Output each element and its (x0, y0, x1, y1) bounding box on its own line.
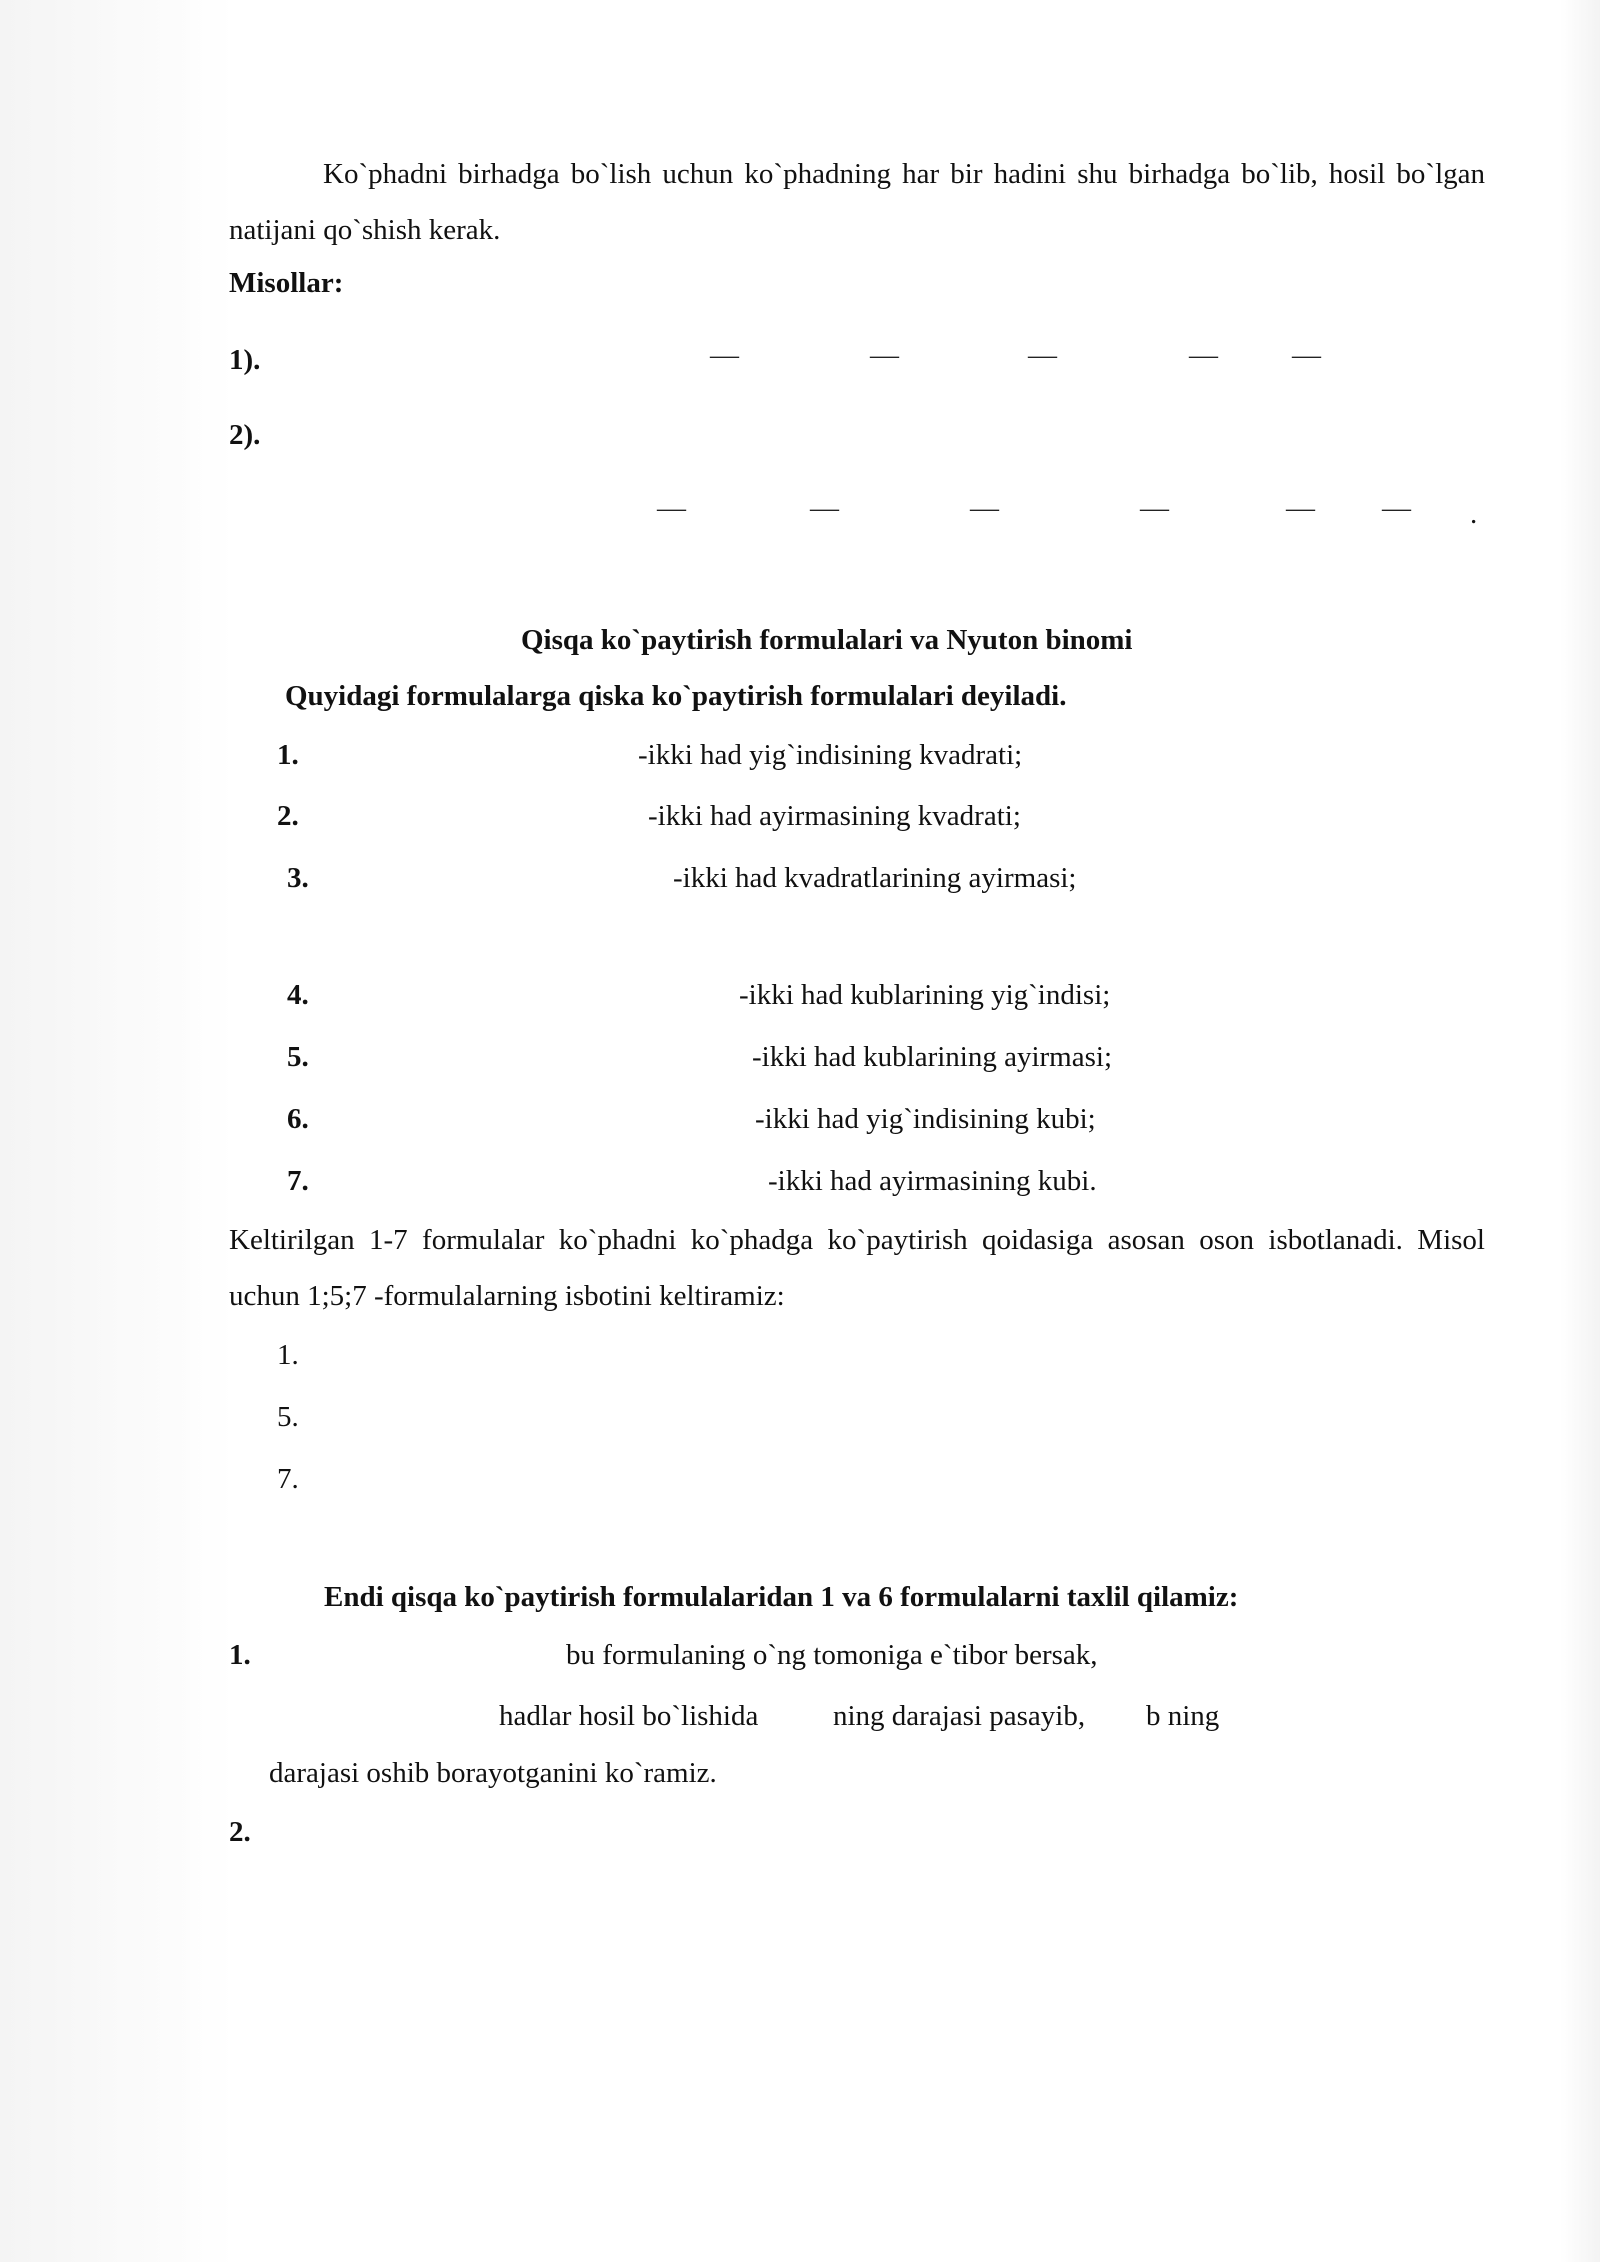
intro-text: Ko`phadni birhadga bo`lish uchun ko`phadning har bir hadini shu birhadga bo`lib, hosil bo`lgan natijani qo`shish kerak. (229, 158, 1485, 246)
fraction-bar: — (1382, 492, 1411, 524)
fraction-bar: — (1292, 339, 1321, 371)
fraction-bar: — (1189, 339, 1218, 371)
fraction-bar: — (1028, 339, 1057, 371)
formula-number: 6. (287, 1103, 309, 1135)
proof-number: 5. (277, 1401, 299, 1433)
section-2-title: Endi qisqa ko`paytirish formulalaridan 1 va 6 formulalarni taxlil qilamiz: (324, 1581, 1239, 1613)
formula-description: -ikki had yig`indisining kvadrati; (638, 739, 1023, 771)
analysis-text: b ning (1146, 1700, 1220, 1732)
example-1-label: 1). (229, 344, 261, 376)
intro-paragraph (229, 146, 1485, 258)
proof-intro-paragraph: Keltirilgan 1-7 formulalar ko`phadni ko`phadga ko`paytirish qoidasiga asosan oson isbotlanadi. Misol uchun 1;5;7 -formulalarning isbotini keltiramiz: (229, 1224, 1485, 1312)
analysis-text: ning darajasi pasayib, (833, 1700, 1086, 1732)
formula-number: 5. (287, 1041, 309, 1073)
formula-number: 7. (287, 1165, 309, 1197)
page-shadow-right (1560, 0, 1600, 2262)
formula-number: 2. (277, 800, 299, 832)
analysis-text: darajasi oshib borayotganini ko`ramiz. (269, 1757, 717, 1789)
formula-description: -ikki had yig`indisining kubi; (755, 1103, 1096, 1135)
fraction-bar: — (1140, 492, 1169, 524)
fraction-bar: — (710, 339, 739, 371)
formula-number: 3. (287, 862, 309, 894)
fraction-bar: — (810, 492, 839, 524)
fraction-bar: — (1286, 492, 1315, 524)
fraction-bar: — (870, 339, 899, 371)
formula-number: 1. (277, 739, 299, 771)
section-title: Qisqa ko`paytirish formulalari va Nyuton binomi (521, 624, 1133, 656)
examples-heading: Misollar: (229, 267, 344, 299)
analysis-text: bu formulaning o`ng tomoniga e`tibor bersak, (566, 1639, 1098, 1671)
formula-number: 4. (287, 979, 309, 1011)
formula-description: -ikki had kublarining yig`indisi; (739, 979, 1111, 1011)
example-2-label: 2). (229, 419, 261, 451)
proof-number: 1. (277, 1339, 299, 1371)
page-shadow-left (0, 0, 235, 2262)
proof-number: 7. (277, 1463, 299, 1495)
analysis-text: hadlar hosil bo`lishida (499, 1700, 759, 1732)
fraction-bar: — (970, 492, 999, 524)
formula-description: -ikki had kvadratlarining ayirmasi; (673, 862, 1077, 894)
formula-description: -ikki had kublarining ayirmasi; (752, 1041, 1113, 1073)
example-2-period: . (1470, 498, 1478, 530)
formula-description: -ikki had ayirmasining kubi. (768, 1165, 1097, 1197)
fraction-bar: — (657, 492, 686, 524)
analysis-item-number: 1. (229, 1639, 251, 1671)
section-subtitle: Quyidagi formulalarga qiska ko`paytirish formulalari deyiladi. (285, 680, 1067, 712)
analysis-item-number: 2. (229, 1816, 251, 1848)
formula-description: -ikki had ayirmasining kvadrati; (648, 800, 1021, 832)
